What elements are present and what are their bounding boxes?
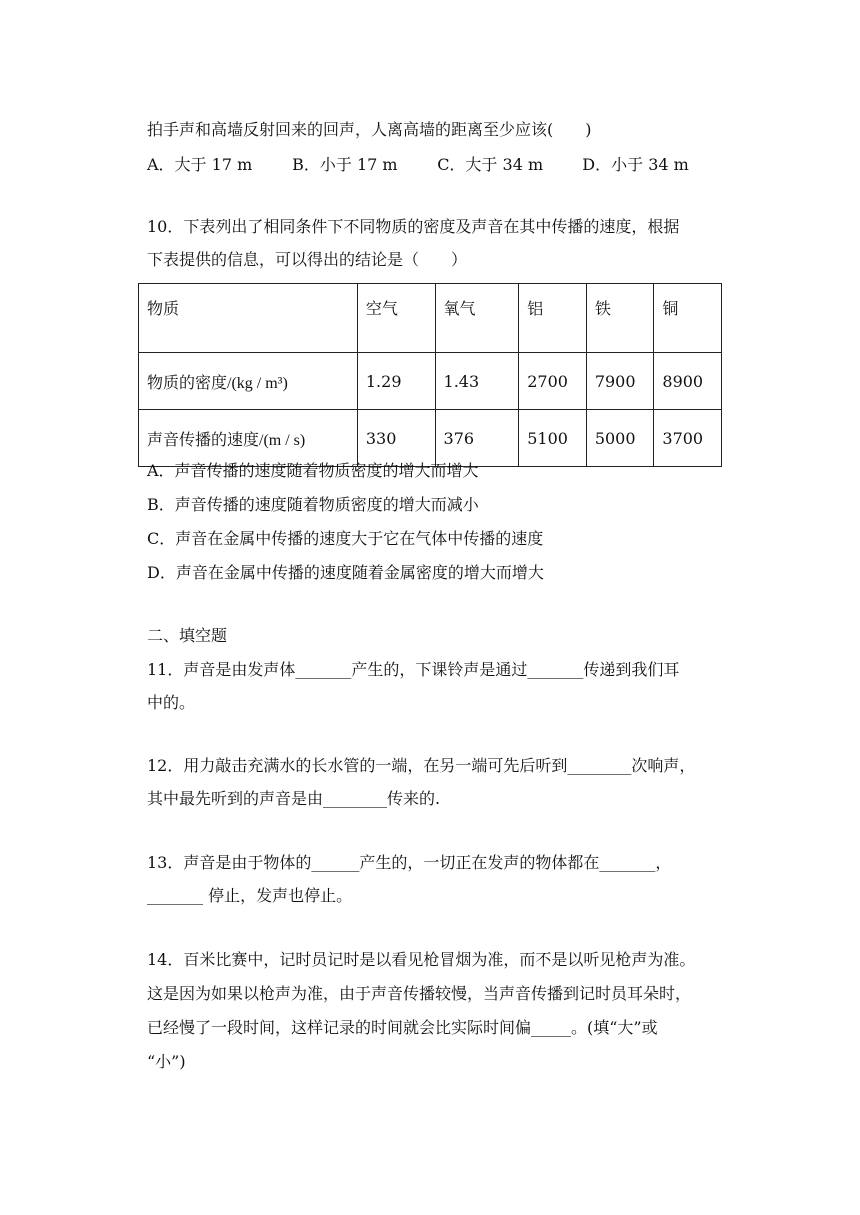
table-cell: 空气 [357, 284, 435, 353]
q12-line1: 12．用力敲击充满水的长水管的一端，在另一端可先后听到________次响声， [147, 756, 696, 775]
q9-option-c: C．大于 34 m [437, 155, 544, 174]
table-cell: 1.43 [435, 353, 519, 410]
table-cell: 330 [357, 410, 435, 467]
q11-line2: 中的。 [147, 693, 196, 712]
q14-line1: 14．百米比赛中，记时员记时是以看见枪冒烟为准，而不是以听见枪声为准。 [147, 950, 696, 969]
table-cell: 铝 [519, 284, 587, 353]
q14-line3: 已经慢了一段时间，这样记录的时间就会比实际时间偏_____。(填“大”或 [147, 1018, 658, 1037]
density-unit: /(kg / m³) [227, 374, 288, 392]
q9-option-b: B．小于 17 m [292, 155, 398, 174]
q9-stem: 拍手声和高墙反射回来的回声，人离高墙的距离至少应该( ) [147, 120, 592, 139]
q10-option-c: C．声音在金属中传播的速度大于它在气体中传播的速度 [147, 529, 544, 548]
table-row-label [139, 410, 358, 467]
q13-line1: 13．声音是由于物体的______产生的，一切正在发声的物体都在_______， [147, 853, 672, 872]
density-speed-table [138, 283, 722, 467]
q14-line4: “小”) [147, 1052, 186, 1071]
table-cell: 3700 [654, 410, 722, 467]
table-cell: 5100 [519, 410, 587, 467]
q10-option-d: D．声音在金属中传播的速度随着金属密度的增大而增大 [147, 563, 544, 582]
table-cell: 7900 [586, 353, 654, 410]
table-row-label [139, 353, 358, 410]
table-cell: 8900 [654, 353, 722, 410]
table-cell: 376 [435, 410, 519, 467]
q11-line1: 11．声音是由发声体_______产生的，下课铃声是通过_______传递到我们耳 [147, 660, 680, 679]
q12-line2: 其中最先听到的声音是由________传来的. [147, 789, 441, 808]
q10-stem-line2: 下表提供的信息，可以得出的结论是（ ） [147, 250, 468, 269]
speed-label: 声音传播的速度 [147, 429, 260, 449]
table-cell: 氧气 [435, 284, 519, 353]
density-label: 物质的密度 [147, 372, 228, 392]
q10-option-b: B．声音传播的速度随着物质密度的增大而减小 [147, 495, 479, 514]
table-row-speed [139, 410, 722, 467]
q9-option-d: D．小于 34 m [582, 155, 689, 174]
table-cell: 2700 [519, 353, 587, 410]
table-cell: 铜 [654, 284, 722, 353]
section-title: 二、填空题 [147, 626, 228, 645]
table-row-density [139, 353, 722, 410]
q14-line2: 这是因为如果以枪声为准，由于声音传播较慢，当声音传播到记时员耳朵时， [147, 984, 692, 1003]
table-cell: 1.29 [357, 353, 435, 410]
q10-stem-line1: 10．下表列出了相同条件下不同物质的密度及声音在其中传播的速度，根据 [147, 217, 680, 236]
table-cell: 5000 [586, 410, 654, 467]
table-cell: 铁 [586, 284, 654, 353]
q9-option-a: A．大于 17 m [147, 155, 253, 174]
table-header-row [139, 284, 722, 353]
q13-line2: _______ 停止，发声也停止。 [147, 886, 353, 905]
table-cell: 物质 [139, 284, 358, 353]
q10-option-a: A．声音传播的速度随着物质密度的增大而增大 [147, 461, 479, 480]
q9-options [147, 155, 689, 175]
speed-unit: /(m / s) [259, 431, 306, 449]
